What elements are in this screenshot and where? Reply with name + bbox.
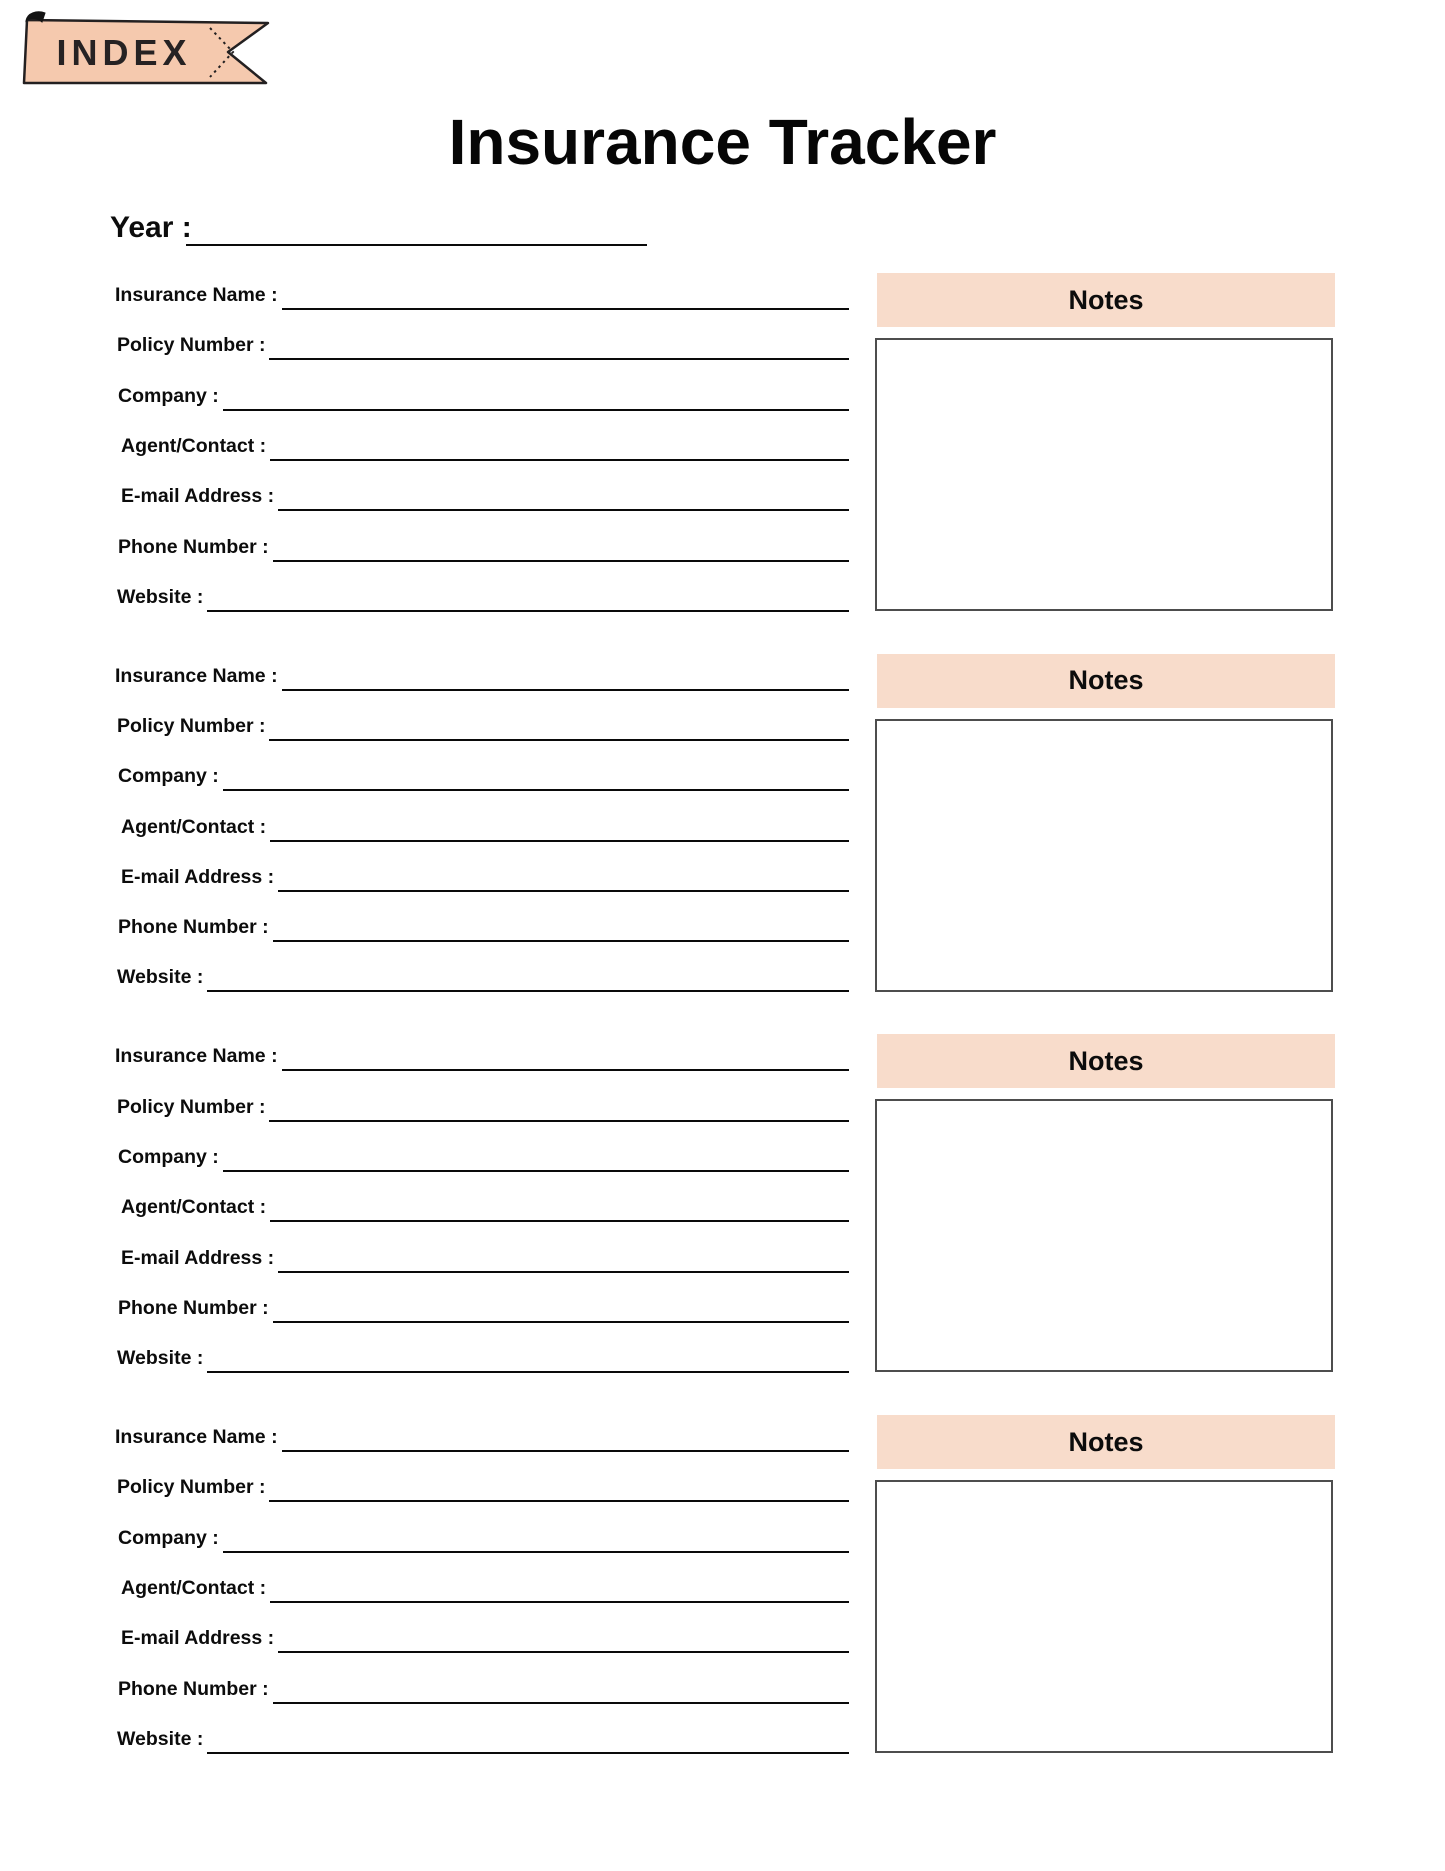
field-label: Phone Number : bbox=[118, 1296, 269, 1319]
field-input-line[interactable] bbox=[270, 813, 849, 842]
field-label: E-mail Address : bbox=[121, 485, 275, 508]
field-label: Website : bbox=[117, 1727, 204, 1750]
field-input-line[interactable] bbox=[273, 533, 849, 562]
field-row bbox=[118, 533, 849, 562]
field-label: Website : bbox=[117, 966, 204, 989]
field-row bbox=[121, 863, 849, 892]
field-label: E-mail Address : bbox=[121, 1246, 275, 1269]
field-row bbox=[115, 1423, 849, 1452]
field-input-line[interactable] bbox=[282, 1042, 849, 1071]
insurance-section bbox=[0, 273, 1445, 654]
field-input-line[interactable] bbox=[223, 1524, 849, 1553]
field-input-line[interactable] bbox=[269, 1093, 849, 1122]
notes-header bbox=[877, 1034, 1335, 1088]
field-input-line[interactable] bbox=[269, 1473, 849, 1502]
field-label: Policy Number : bbox=[117, 1476, 266, 1499]
field-input-line[interactable] bbox=[278, 1244, 849, 1273]
notes-box[interactable] bbox=[875, 338, 1333, 611]
field-input-line[interactable] bbox=[207, 963, 849, 992]
field-label: Company : bbox=[118, 765, 219, 788]
field-row bbox=[115, 1042, 849, 1071]
field-label: Policy Number : bbox=[117, 714, 266, 737]
field-row bbox=[121, 1193, 849, 1222]
field-row bbox=[117, 963, 849, 992]
field-row bbox=[121, 482, 849, 511]
field-input-line[interactable] bbox=[278, 482, 849, 511]
field-input-line[interactable] bbox=[269, 331, 849, 360]
field-row bbox=[121, 1574, 849, 1603]
field-input-line[interactable] bbox=[207, 583, 849, 612]
insurance-section bbox=[0, 1034, 1445, 1415]
notes-box[interactable] bbox=[875, 1480, 1333, 1753]
field-label: Company : bbox=[118, 1526, 219, 1549]
notes-box[interactable] bbox=[875, 1099, 1333, 1372]
field-label: E-mail Address : bbox=[121, 1627, 275, 1650]
page-title: Insurance Tracker bbox=[448, 106, 997, 178]
field-row bbox=[118, 382, 849, 411]
field-input-line[interactable] bbox=[270, 1193, 849, 1222]
field-label: E-mail Address : bbox=[121, 865, 275, 888]
field-row bbox=[121, 813, 849, 842]
field-input-line[interactable] bbox=[223, 762, 849, 791]
field-label: Website : bbox=[117, 585, 204, 608]
field-row bbox=[117, 1344, 849, 1373]
notes-title: Notes bbox=[1068, 1045, 1144, 1076]
field-row bbox=[118, 913, 849, 942]
notes-box[interactable] bbox=[875, 719, 1333, 992]
year-input-line[interactable] bbox=[186, 222, 647, 246]
field-input-line[interactable] bbox=[207, 1344, 849, 1373]
field-row bbox=[117, 1093, 849, 1122]
field-input-line[interactable] bbox=[269, 712, 849, 741]
field-label: Policy Number : bbox=[117, 1095, 266, 1118]
field-label: Insurance Name : bbox=[115, 1426, 278, 1449]
field-input-line[interactable] bbox=[270, 1574, 849, 1603]
field-input-line[interactable] bbox=[223, 382, 849, 411]
field-label: Insurance Name : bbox=[115, 664, 278, 687]
insurance-section bbox=[0, 1415, 1445, 1796]
field-label: Insurance Name : bbox=[115, 1045, 278, 1068]
field-input-line[interactable] bbox=[282, 1423, 849, 1452]
field-input-line[interactable] bbox=[207, 1725, 849, 1754]
field-row bbox=[115, 281, 849, 310]
field-row bbox=[115, 662, 849, 691]
field-input-line[interactable] bbox=[282, 662, 849, 691]
year-label: Year : bbox=[110, 211, 192, 244]
field-label: Phone Number : bbox=[118, 535, 269, 558]
field-label: Agent/Contact : bbox=[121, 1576, 267, 1599]
field-row bbox=[117, 1725, 849, 1754]
field-label: Agent/Contact : bbox=[121, 815, 267, 838]
index-tab-label: INDEX bbox=[56, 32, 192, 73]
field-row bbox=[121, 1624, 849, 1653]
notes-title: Notes bbox=[1068, 665, 1144, 696]
notes-header bbox=[877, 273, 1335, 327]
field-input-line[interactable] bbox=[273, 913, 849, 942]
field-label: Policy Number : bbox=[117, 334, 266, 357]
field-row bbox=[118, 1675, 849, 1704]
field-row bbox=[121, 432, 849, 461]
field-row bbox=[121, 1244, 849, 1273]
field-label: Phone Number : bbox=[118, 1677, 269, 1700]
insurance-section bbox=[0, 654, 1445, 1035]
notes-header bbox=[877, 1415, 1335, 1469]
field-row bbox=[118, 762, 849, 791]
field-label: Website : bbox=[117, 1347, 204, 1370]
field-row bbox=[118, 1294, 849, 1323]
field-row bbox=[117, 712, 849, 741]
index-tab[interactable] bbox=[14, 8, 280, 96]
notes-header bbox=[877, 654, 1335, 708]
field-label: Agent/Contact : bbox=[121, 1196, 267, 1219]
field-label: Insurance Name : bbox=[115, 284, 278, 306]
notes-title: Notes bbox=[1068, 284, 1144, 315]
field-label: Company : bbox=[118, 1145, 219, 1168]
field-row bbox=[117, 583, 849, 612]
field-label: Company : bbox=[118, 384, 219, 407]
notes-title: Notes bbox=[1068, 1426, 1144, 1457]
index-ribbon bbox=[14, 8, 280, 96]
field-input-line[interactable] bbox=[273, 1294, 849, 1323]
field-label: Agent/Contact : bbox=[121, 434, 267, 457]
field-input-line[interactable] bbox=[282, 281, 849, 310]
field-input-line[interactable] bbox=[223, 1143, 849, 1172]
field-input-line[interactable] bbox=[273, 1675, 849, 1704]
field-row bbox=[118, 1143, 849, 1172]
field-row bbox=[118, 1524, 849, 1553]
field-input-line[interactable] bbox=[278, 1624, 849, 1653]
field-row bbox=[117, 331, 849, 360]
field-label: Phone Number : bbox=[118, 916, 269, 939]
field-input-line[interactable] bbox=[278, 863, 849, 892]
field-input-line[interactable] bbox=[270, 432, 849, 461]
field-row bbox=[117, 1473, 849, 1502]
